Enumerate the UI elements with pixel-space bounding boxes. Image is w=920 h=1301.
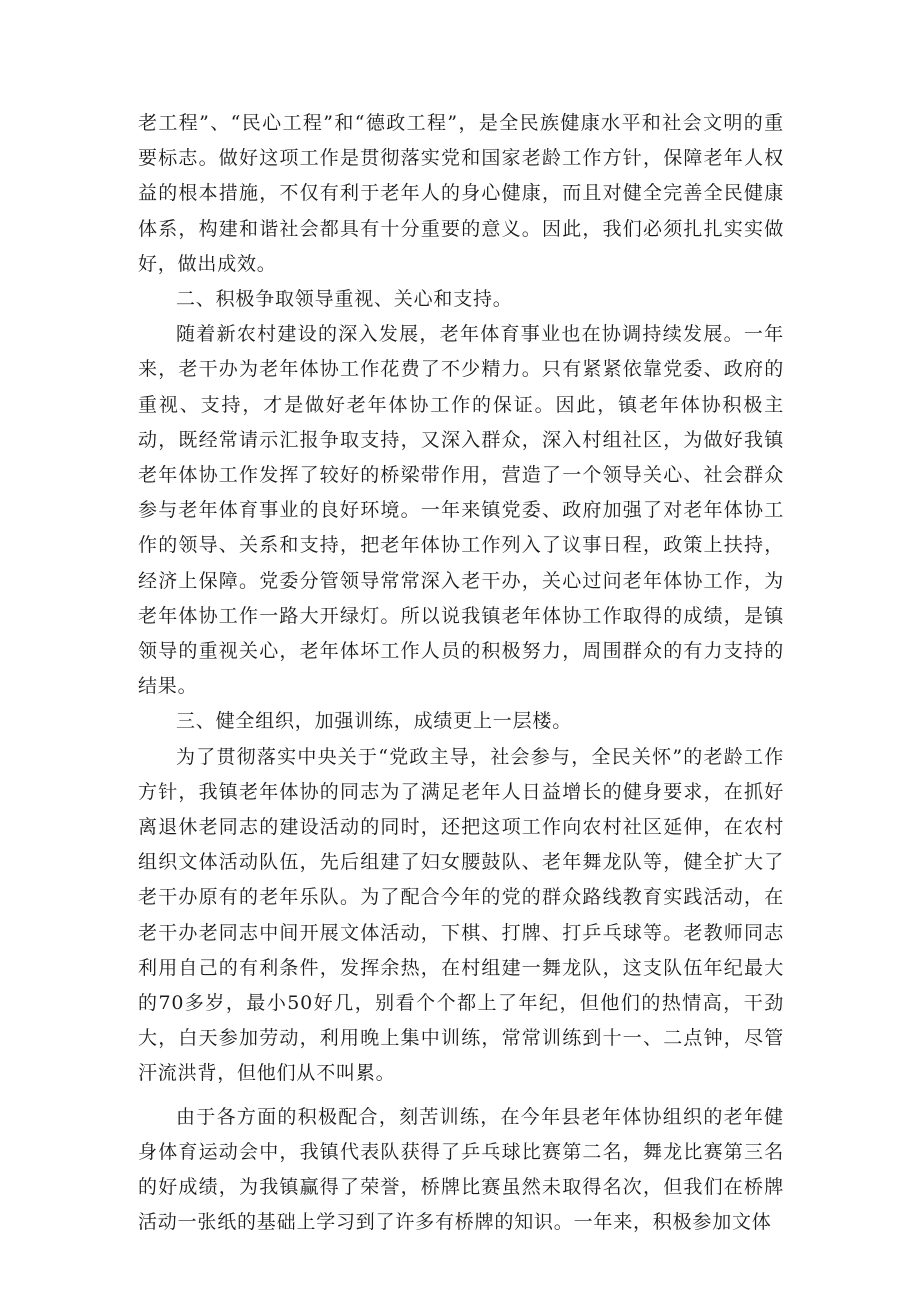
- paragraph-organization-training: 为了贯彻落实中央关于“党政主导，社会参与，全民关怀”的老龄工作方针，我镇老年体协的同志为了满足老年人日益增长的健身要求，在抓好离退休老同志的建设活动的同时，还把这项工作向农村社区延伸，在农村组织文体活动队伍，先后组建了妇女腰鼓队、老年舞龙队等，健全扩大了老干办原有的老年乐队。为了配合今年的党的群众路线教育实践活动，在老干办老同志中间开展文体活动，下棋、打牌、打乒乓球等。老教师同志利用自己的有利条件，发挥余热，在村组建一舞龙队，这支队伍年纪最大的70多岁，最小50好几，别看个个都上了年纪，但他们的热情高，干劲大，白天参加劳动，利用晚上集中训练，常常训练到十一、二点钟，尽管汗流洪背，但他们从不叫累。: [138, 745, 784, 1085]
- document-body: [138, 106, 784, 1241]
- paragraph-leadership-support: 随着新农村建设的深入发展，老年体育事业也在协调持续发展。一年来，老干办为老年体协工作花费了不少精力。只有紧紧依靠党委、政府的重视、支持，才是做好老年体协工作的保证。因此，镇老年体协积极主动，既经常请示汇报争取支持，又深入群众，深入村组社区，为做好我镇老年体协工作发挥了较好的桥梁带作用，营造了一个领导关心、社会群众参与老年体育事业的良好环境。一年来镇党委、政府加强了对老年体协工作的领导、关系和支持，把老年体协工作列入了议事日程，政策上扶持，经济上保障。党委分管领导常常深入老干办，关心过问老年体协工作，为老年体协工作一路大开绿灯。所以说我镇老年体协工作取得的成绩，是镇领导的重视关心，老年体坏工作人员的积极努力，周围群众的有力支持的结果。: [138, 323, 784, 698]
- paragraph-continued-importance: 老工程”、“民心工程”和“德政工程”，是全民族健康水平和社会文明的重要标志。做好这项工作是贯彻落实党和国家老龄工作方针，保障老年人权益的根本措施，不仅有利于老年人的身心健康，而且对健全完善全民健康体系，构建和谐社会都具有十分重要的意义。因此，我们必须扎扎实实做好，做出成效。: [138, 112, 784, 275]
- section-heading-three: 三、健全组织，加强训练，成绩更上一层楼。: [176, 710, 573, 733]
- section-heading-two: 二、积极争取领导重视、关心和支持。: [176, 288, 513, 311]
- paragraph-achievements: 由于各方面的积极配合，刻苦训练，在今年县老年体协组织的老年健身体育运动会中，我镇代表队获得了乒乓球比赛第二名，舞龙比赛第三名的好成绩，为我镇赢得了荣誉，桥牌比赛虽然未取得名次，但我们在桥牌活动一张纸的基础上学习到了许多有桥牌的知识。一年来，积极参加文体: [138, 1105, 784, 1234]
